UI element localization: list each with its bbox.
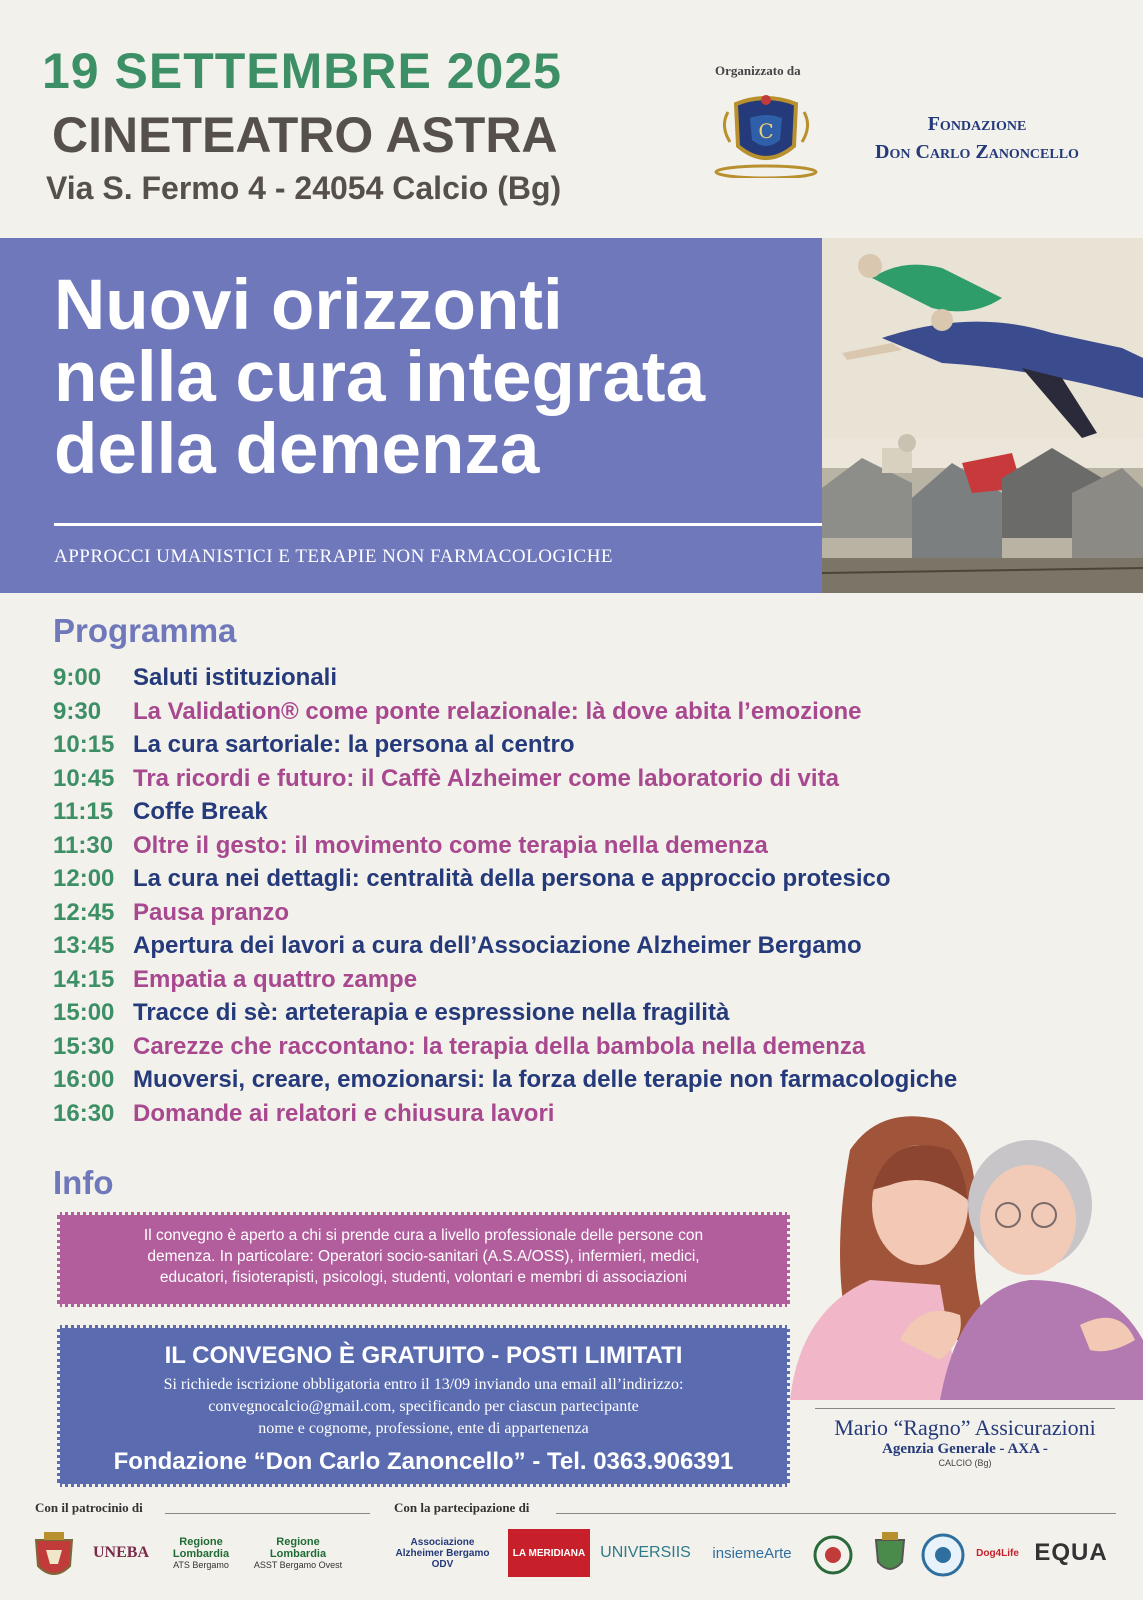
program-time: 13:45: [53, 932, 115, 959]
program-time: 10:15: [53, 731, 115, 758]
organized-by-label: Organizzato da: [715, 63, 801, 78]
info-text-line2: demenza. In particolare: Operatori socio-sanitari (A.S.A/OSS), infermieri, medici,: [147, 1248, 700, 1265]
participation-label: Con la partecipazione di: [394, 1500, 530, 1515]
title-line-2: nella cura integrata: [54, 338, 706, 417]
program-item: [53, 899, 957, 933]
info-heading: Info: [53, 1164, 114, 1201]
svg-text:C: C: [758, 119, 774, 143]
association-seal-icon: [812, 1532, 854, 1578]
program-item: [53, 698, 957, 732]
equa-logo: EQUA: [1034, 1539, 1108, 1566]
floating-couple-painting: [822, 238, 1143, 593]
program-title: Saluti istituzionali: [133, 664, 338, 691]
program-time: 16:30: [53, 1099, 115, 1127]
info-text-line3: educatori, fisioterapisti, psicologi, studenti, volontari e membri di associazioni: [159, 1269, 688, 1286]
organizer-name-line2: Don Carlo Zanoncello: [875, 141, 1079, 163]
patronage-label: Con il patrocinio di: [35, 1500, 143, 1515]
program-item: [53, 999, 957, 1033]
sponsor-block: [795, 1408, 1135, 1468]
program-item: [53, 865, 957, 899]
program-item: [53, 664, 957, 698]
banner-divider: [54, 523, 822, 526]
asst-bergamo-ovest-logo: Regione Lombardia ASST Bergamo Ovest: [253, 1536, 343, 1570]
program-item: [53, 731, 957, 765]
patronage-underline: [165, 1513, 370, 1514]
registration-email-line: convegnocalcio@gmail.com, specificando per ciascun partecipante: [208, 1398, 639, 1415]
program-time: 15:00: [53, 999, 115, 1026]
event-venue: CINETEATRO ASTRA: [52, 107, 558, 163]
title-line-3: della demenza: [54, 410, 540, 489]
alzheimer-bergamo-logo: Associazione Alzheimer Bergamo ODV: [395, 1536, 490, 1570]
sponsor-name: Mario “Ragno” Assicurazioni: [834, 1415, 1096, 1440]
program-time: 12:00: [53, 865, 115, 892]
caregiver-illustration: [790, 1110, 1143, 1400]
registration-line3: nome e cognome, professione, ente di appartenenza: [258, 1420, 589, 1437]
participation-underline: [556, 1513, 1116, 1514]
volunteer-badge-icon: [920, 1530, 966, 1580]
program-title: Empatia a quattro zampe: [133, 965, 418, 993]
program-title: Carezze che raccontano: la terapia della bambola nella demenza: [133, 1032, 866, 1060]
program-title: La cura nei dettagli: centralità della persona e approccio protesico: [133, 865, 891, 892]
title-line-1: Nuovi orizzonti: [54, 266, 563, 345]
program-title: La cura sartoriale: la persona al centro: [133, 731, 575, 758]
free-event-title: IL CONVEGNO È GRATUITO - POSTI LIMITATI: [164, 1342, 683, 1369]
program-title: Coffe Break: [133, 798, 268, 825]
event-date: 19 SETTEMBRE 2025: [42, 43, 562, 99]
universiis-logo: UNIVERSIIS: [600, 1544, 691, 1561]
event-title: [54, 266, 814, 489]
event-subtitle: APPROCCI UMANISTICI E TERAPIE NON FARMACOLOGICHE: [54, 546, 614, 567]
program-item: [53, 1033, 957, 1067]
registration-line1: Si richiede iscrizione obbligatoria entro il 13/09 inviando una email all’indirizzo:: [163, 1376, 684, 1393]
registration-box: [57, 1325, 790, 1487]
program-time: 12:45: [53, 898, 115, 926]
info-box: [57, 1212, 790, 1307]
program-time: 16:00: [53, 1066, 115, 1093]
info-text-line1: Il convegno è aperto a chi si prende cura a livello professionale delle persone con: [143, 1227, 704, 1244]
sponsor-subtitle: Agenzia Generale - AXA -: [882, 1441, 1048, 1457]
registration-text: [60, 1374, 787, 1440]
program-list: [53, 664, 957, 1133]
municipality-crest-icon: [30, 1530, 78, 1584]
program-title: Oltre il gesto: il movimento come terapia nella demenza: [133, 831, 768, 859]
program-title: Domande ai relatori e chiusura lavori: [133, 1099, 555, 1127]
program-time: 15:30: [53, 1032, 115, 1060]
program-time: 11:30: [53, 831, 114, 859]
contact-line: Fondazione “Don Carlo Zanoncello” - Tel. 0363.906391: [113, 1448, 734, 1475]
program-item: [53, 966, 957, 1000]
organizer-name-line1: Fondazione: [927, 113, 1027, 135]
program-title: Tracce di sè: arteterapia e espressione nella fragilità: [133, 999, 730, 1026]
program-title: Pausa pranzo: [133, 898, 290, 926]
program-title: La Validation® come ponte relazionale: là dove abita l’emozione: [133, 697, 862, 725]
ats-bergamo-logo: Regione Lombardia ATS Bergamo: [172, 1536, 230, 1570]
la-meridiana-logo: LA MERIDIANA: [508, 1529, 590, 1577]
organizer-name: [832, 110, 1122, 166]
program-item: [53, 832, 957, 866]
insiemearte-logo: insiemeArte: [712, 1544, 792, 1562]
program-time: 9:30: [53, 697, 102, 725]
program-heading: Programma: [53, 612, 237, 649]
sponsor-divider: [815, 1408, 1115, 1409]
uneba-logo: UNEBA: [92, 1544, 149, 1561]
program-time: 10:45: [53, 764, 115, 792]
dog4life-logo: Dog4Life: [976, 1547, 1019, 1559]
program-title: Tra ricordi e futuro: il Caffè Alzheimer come laboratorio di vita: [133, 764, 839, 792]
program-time: 14:15: [53, 965, 115, 993]
foundation-crest-logo: [712, 90, 820, 178]
town-crest-icon: [872, 1530, 908, 1580]
program-item: [53, 1066, 957, 1100]
sponsor-city: CALCIO (Bg): [938, 1458, 992, 1468]
event-address: Via S. Fermo 4 - 24054 Calcio (Bg): [46, 170, 562, 206]
program-time: 9:00: [53, 664, 102, 691]
program-item: [53, 798, 957, 832]
program-item: [53, 932, 957, 966]
program-time: 11:15: [53, 798, 114, 825]
program-item: [53, 765, 957, 799]
program-title: Apertura dei lavori a cura dell’Associazione Alzheimer Bergamo: [133, 932, 862, 959]
program-title: Muoversi, creare, emozionarsi: la forza delle terapie non farmacologiche: [133, 1066, 958, 1093]
